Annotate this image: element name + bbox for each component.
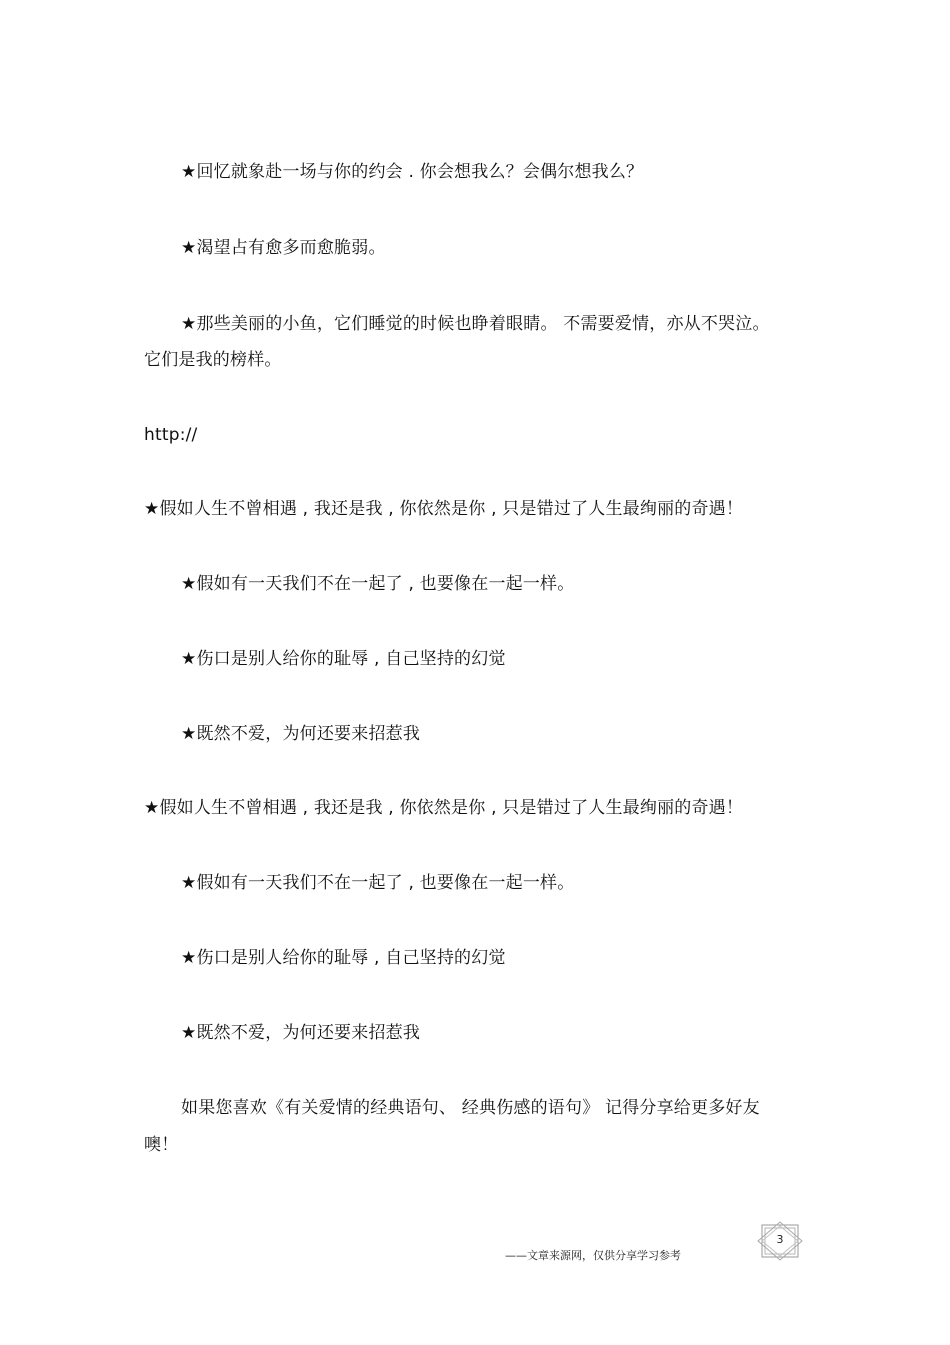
quote-line-3: ★那些美丽的小鱼，它们睡觉的时候也睁着眼睛。 不需要爱情，亦从不哭泣。 <box>181 314 770 334</box>
quote-line-2: ★渴望占有愈多而愈脆弱。 <box>181 238 386 258</box>
quote-line-11: ★既然不爱，为何还要来招惹我 <box>181 1023 421 1043</box>
footer-source-note: ——文章来源网，仅供分享学习参考 <box>505 1249 681 1262</box>
page-number: 3 <box>776 1233 784 1246</box>
quote-line-3-continued: 它们是我的榜样。 <box>144 350 282 370</box>
url-text: http:// <box>144 425 198 445</box>
closing-paragraph: 如果您喜欢《有关爱情的经典语句、 经典伤感的语句》 记得分享给更多好友 <box>181 1098 760 1118</box>
closing-paragraph-continued: 噢！ <box>144 1135 179 1155</box>
quote-line-10: ★伤口是别人给你的耻辱 , 自己坚持的幻觉 <box>181 948 506 968</box>
page-number-badge <box>756 1221 804 1261</box>
quote-line-4: ★假如人生不曾相遇 , 我还是我 , 你依然是你 , 只是错过了人生最绚丽的奇遇！ <box>144 499 744 519</box>
quote-line-5: ★假如有一天我们不在一起了 , 也要像在一起一样。 <box>181 574 575 594</box>
quote-line-9: ★假如有一天我们不在一起了 , 也要像在一起一样。 <box>181 873 575 893</box>
quote-line-6: ★伤口是别人给你的耻辱 , 自己坚持的幻觉 <box>181 649 506 669</box>
quote-line-7: ★既然不爱，为何还要来招惹我 <box>181 724 421 744</box>
quote-line-1: ★回忆就象赴一场与你的约会 . 你会想我么？会偶尔想我么？ <box>181 162 644 182</box>
quote-line-8: ★假如人生不曾相遇 , 我还是我 , 你依然是你 , 只是错过了人生最绚丽的奇遇！ <box>144 798 744 818</box>
